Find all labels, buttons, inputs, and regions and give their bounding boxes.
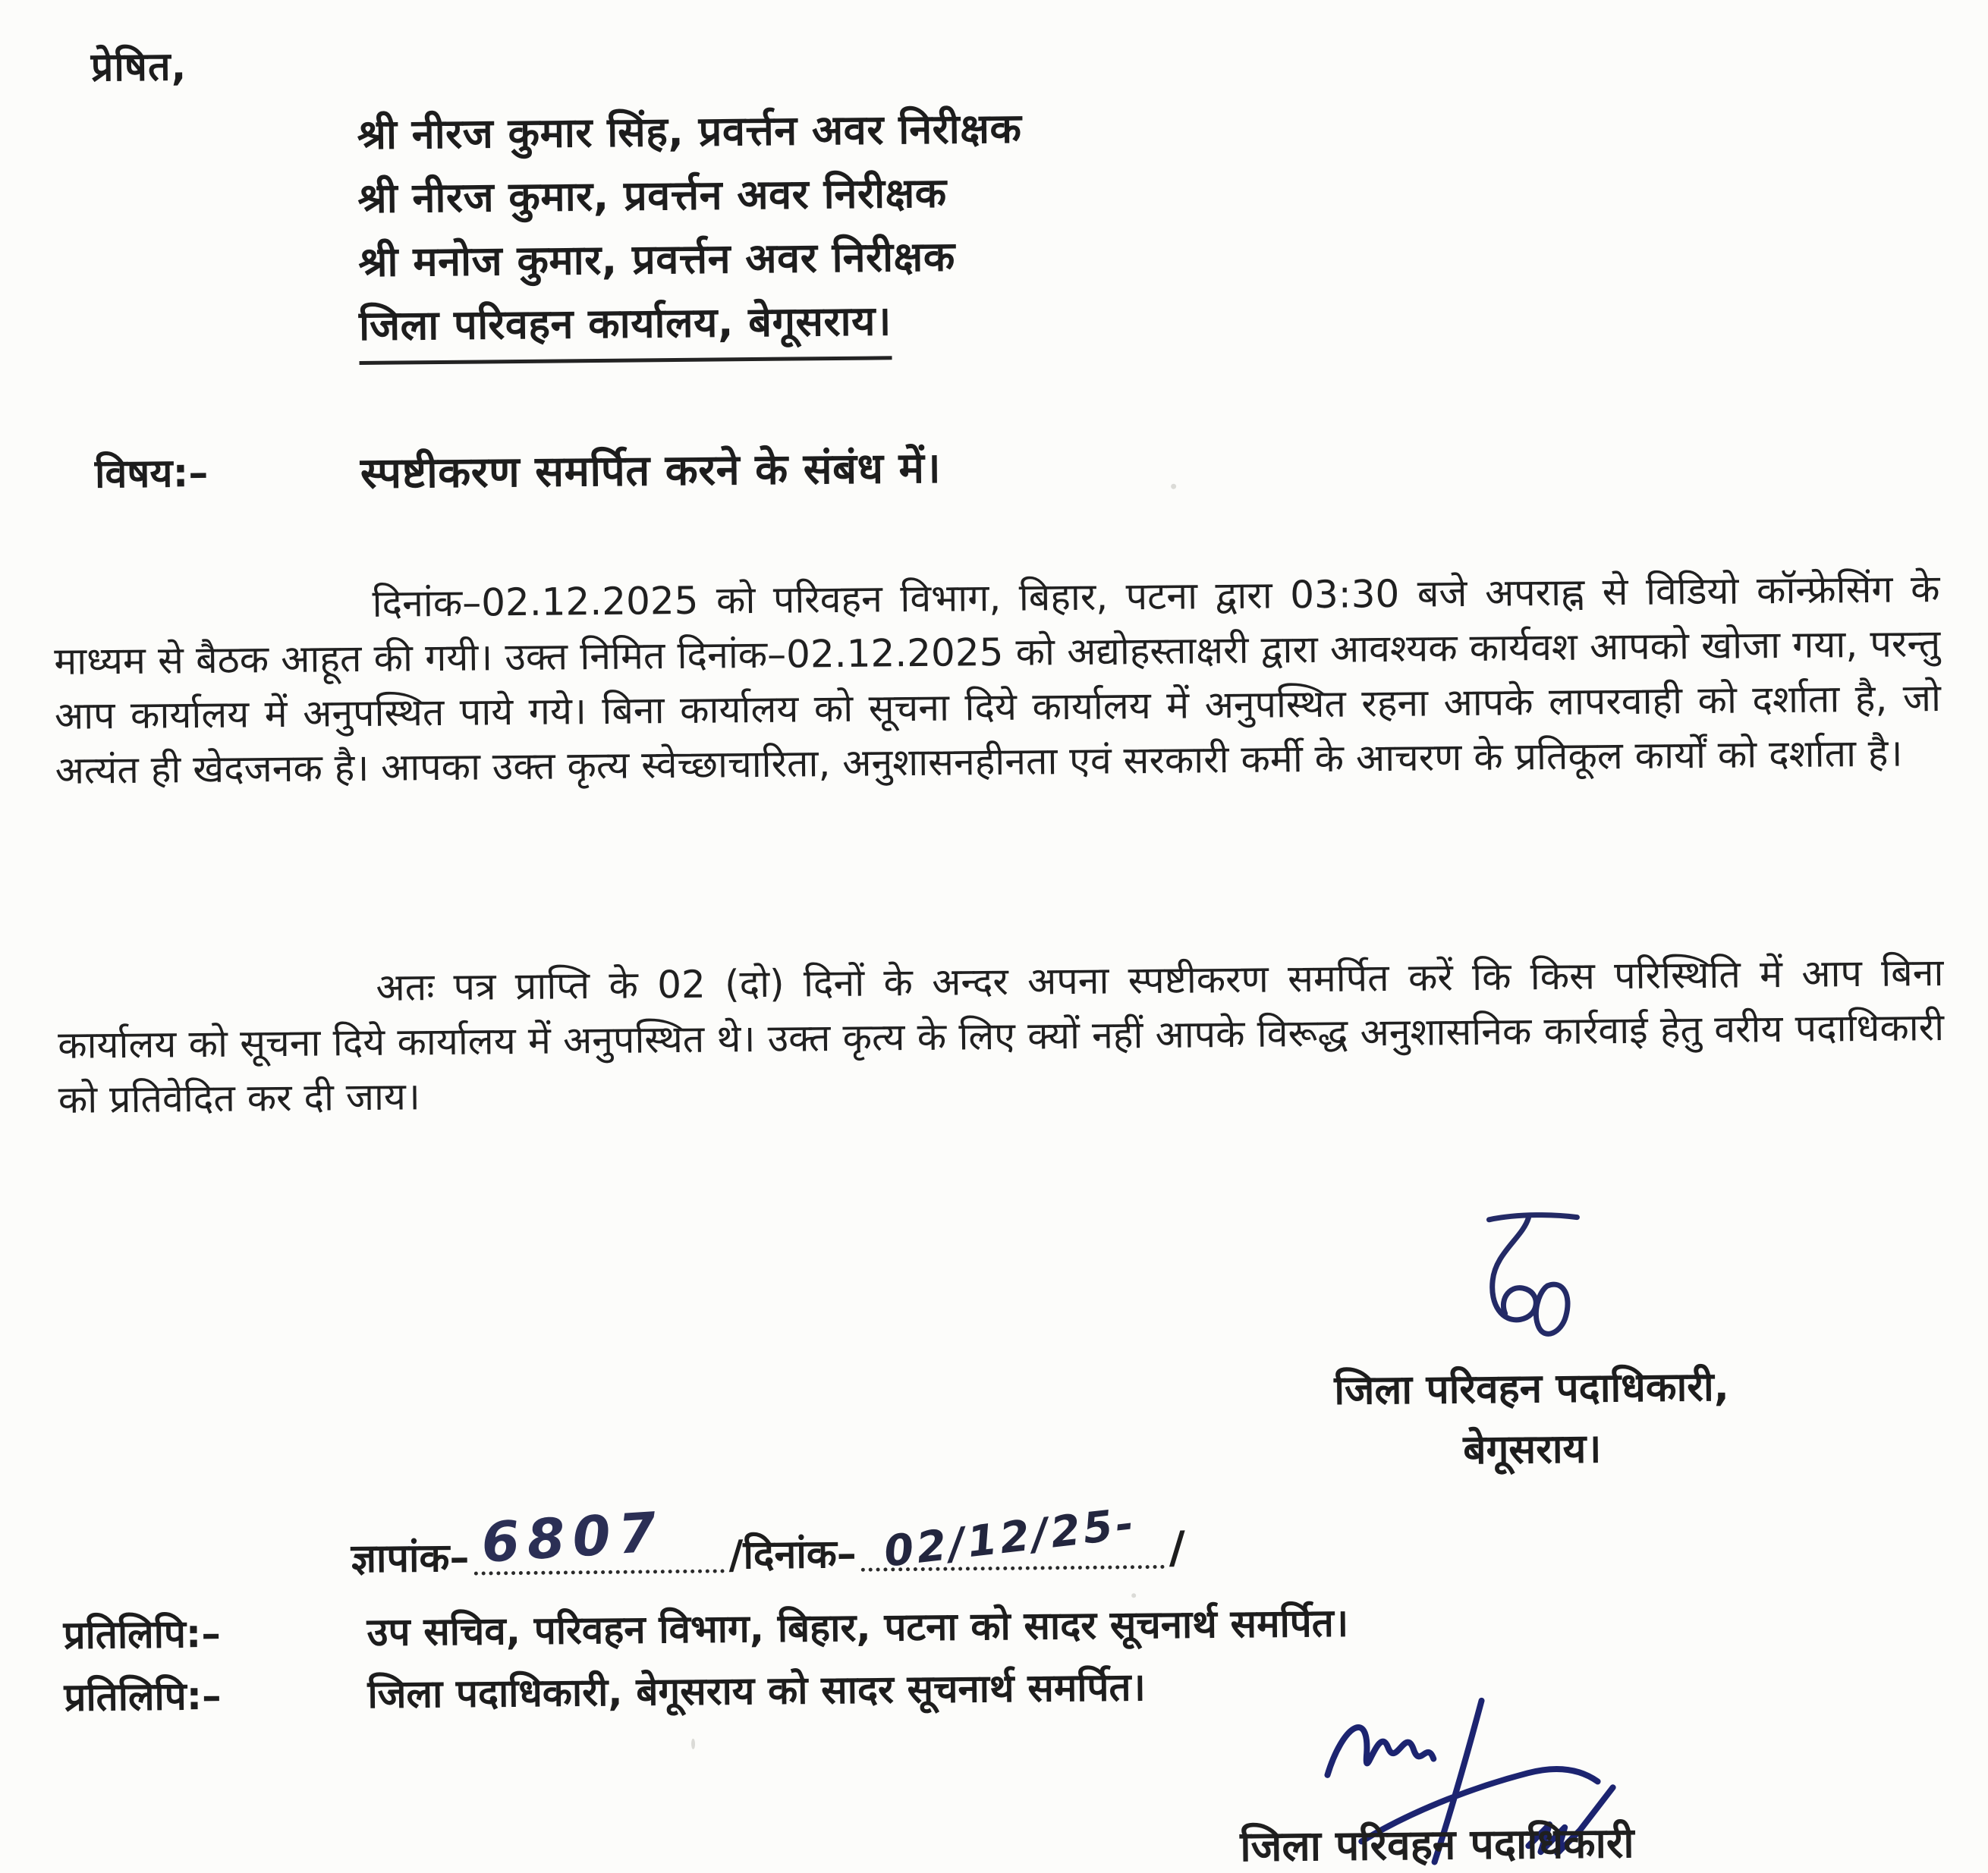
copies-block [63,1593,1349,1730]
handwritten-memo-date: 02/12/25- [881,1499,1140,1577]
subject-label: विषय:– [94,450,209,498]
memo-number-field [474,1500,725,1575]
memo-date-label: /दिनांक– [728,1531,857,1579]
scan-speckle [691,1739,695,1749]
copy-text: उप सचिव, परिवहन विभाग, बिहार, पटना को सादर सूचनार्थ समर्पित। [366,1601,1349,1655]
handwritten-memo-number: 6807 [479,1500,665,1575]
office-line: जिला परिवहन कार्यालय, बेगूसराय। [359,288,1024,365]
scan-speckle [1131,1593,1136,1598]
copy-text: जिला पदाधिकारी, बेगूसराय को सादर सूचनार्थ समर्पित। [367,1665,1147,1717]
memo-trailing-slash: / [1169,1521,1186,1573]
memo-number-row [351,1499,1186,1585]
bottom-signatory-title: जिला परिवहन पदाधिकारी [1240,1818,1634,1871]
body-paragraph-2: अतः पत्र प्राप्ति के 02 (दो) दिनों के अन्दर अपना स्पष्टीकरण समर्पित करें कि किस परिस्थिति में आप बिना कार्यालय को सूचना दिये कार्यालय में अनुपस्थित थे। उक्त कृत्य के लिए क्यों नहीं आपके विरूद्ध अनुशासनिक कार्रवाई हेतु वरीय पदाधिकारी को प्रतिवेदित कर दी जाय। [57,951,1945,1122]
salutation: प्रेषित, [90,44,187,91]
copy-row [64,1655,1349,1730]
scan-speckle [1171,484,1176,489]
signatory-place: बेगूसराय। [1462,1425,1602,1474]
recipient-line: श्री मनोज कुमार, प्रवर्त्तन अवर निरीक्षक [357,232,956,287]
recipient-line: श्री नीरज कुमार सिंह, प्रवर्त्तन अवर निरीक्षक [357,104,1022,159]
memo-date-field [861,1499,1165,1577]
recipient-block [357,97,1024,365]
copy-label: प्रतिलिपि:– [63,1611,222,1658]
signature-scribble-icon [1431,1206,1630,1352]
memo-label: ज्ञापांक– [351,1535,470,1582]
signature-block [1219,1204,1843,1483]
signatory-title: जिला परिवहन पदाधिकारी, [1334,1363,1730,1414]
recipient-line: श्री नीरज कुमार, प्रवर्त्तन अवर निरीक्षक [357,168,948,223]
subject-text: स्पष्टीकरण समर्पित करने के संबंध में। [360,443,942,498]
subject-row [95,429,1841,503]
body-paragraph-1: दिनांक–02.12.2025 को परिवहन विभाग, बिहार, पटना द्वारा 03:30 बजे अपराह्न से विडियो कॉन्फ्रेसिंग के माध्यम से बैठक आहूत की गयी। उक्त निमित दिनांक–02.12.2025 को अद्योहस्ताक्षरी द्वारा आवश्यक कार्यवश आपको खोजा गया, परन्तु आप कार्यालय में अनुपस्थित पाये गये। बिना कार्यालय को सूचना दिये कार्यालय में अनुपस्थित रहना आपके लापरवाही को दर्शाता है, जो अत्यंत ही खेदजनक है। आपका उक्त कृत्य स्वेच्छाचारिता, अनुशासनहीनता एवं सरकारी कर्मी के आचरण के प्रतिकूल कार्यों को दर्शाता है। [54,567,1942,793]
copy-label: प्रतिलिपि:– [64,1673,222,1721]
